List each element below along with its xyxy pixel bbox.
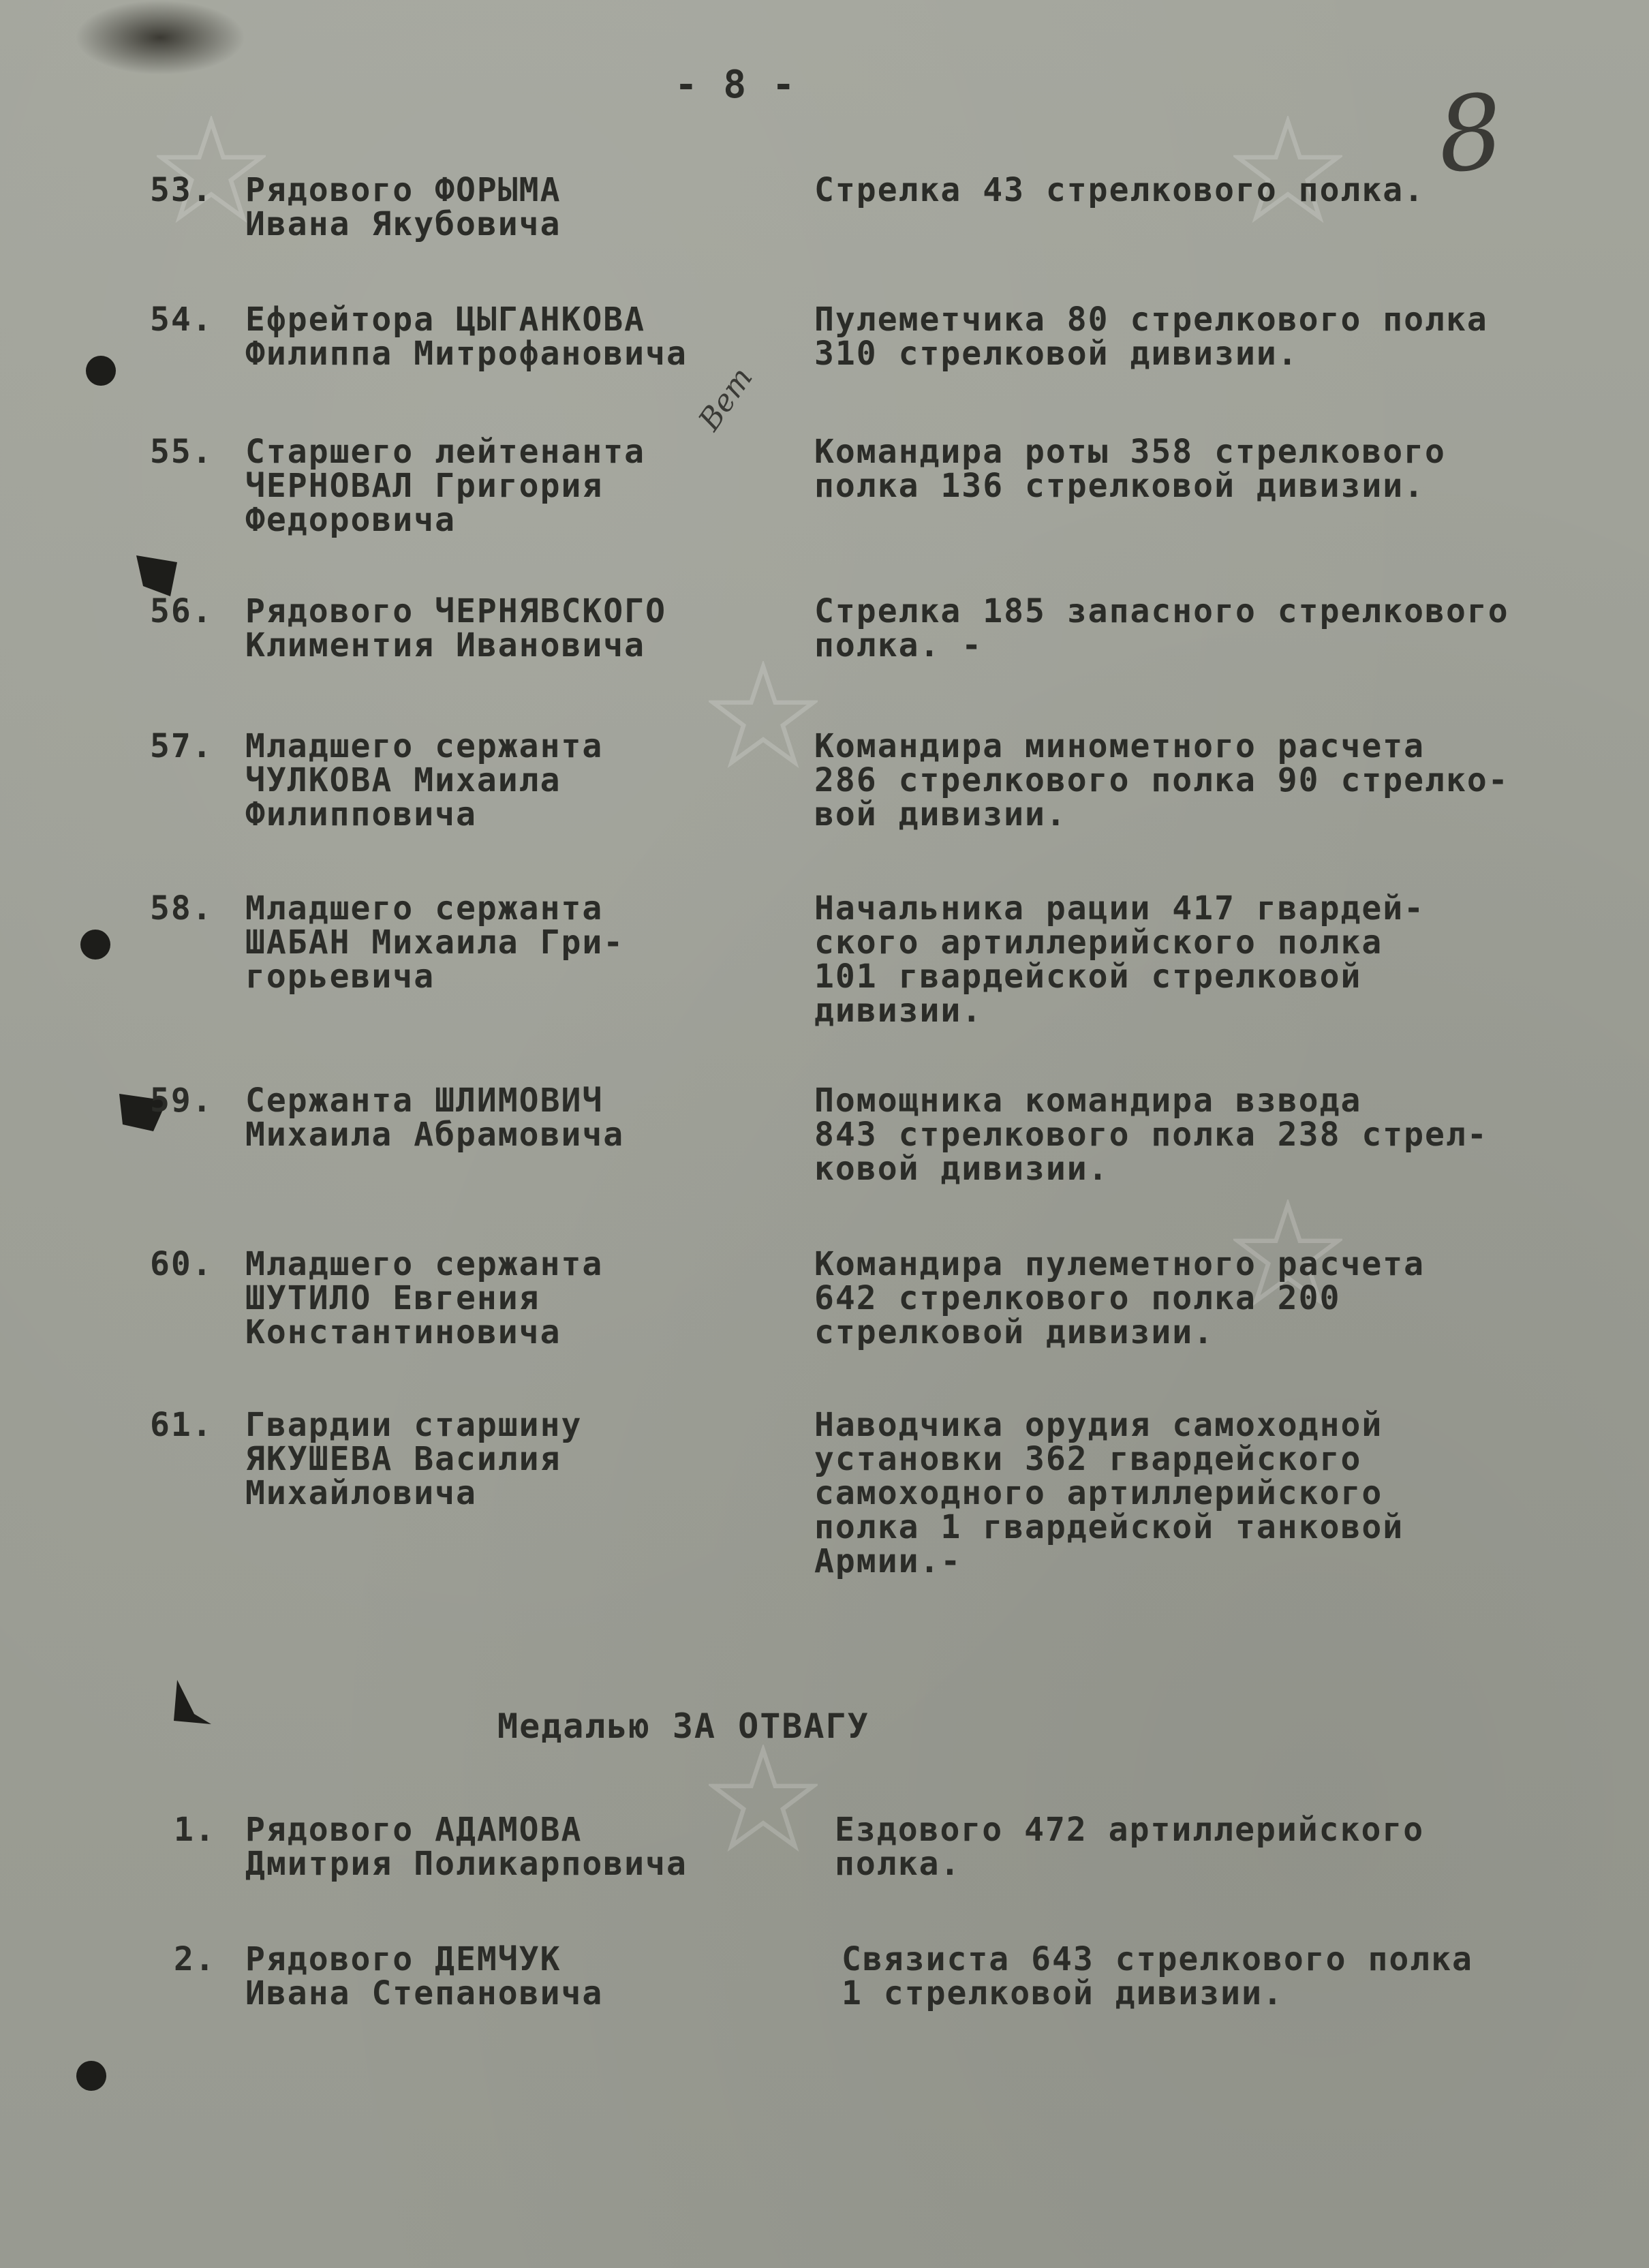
service-line: Командира минометного расчета <box>814 727 1425 765</box>
person-line: Рядового АДАМОВА <box>245 1811 583 1849</box>
paper-tear <box>164 1676 218 1731</box>
entry-person <box>245 1247 603 1349</box>
person-line: Филипповича <box>245 795 477 833</box>
person-line: Рядового ФОРЫМА <box>245 171 561 209</box>
service-line: полка. - <box>814 626 983 664</box>
entry-service <box>814 1247 1425 1349</box>
section-title: Медалью ЗА ОТВАГУ <box>497 1706 869 1746</box>
service-line: Стрелка 43 стрелкового полка. <box>814 171 1425 209</box>
entry-person <box>245 435 645 537</box>
person-line: Младшего сержанта <box>245 727 604 765</box>
person-line: Михайловича <box>245 1474 477 1512</box>
service-line: 310 стрелковой дивизии. <box>814 335 1299 373</box>
entry-number: 61. <box>150 1406 213 1444</box>
service-line: вой дивизии. <box>814 795 1067 833</box>
entry-service <box>835 1813 1424 1881</box>
entry-service <box>814 729 1509 831</box>
person-line: ШАБАН Михаила Гри- <box>245 923 625 962</box>
service-line: ковой дивизии. <box>814 1150 1109 1188</box>
binding-hole <box>76 2061 106 2091</box>
person-line: Младшего сержанта <box>245 1245 604 1283</box>
binding-hole <box>86 356 116 386</box>
person-line: Климентия Ивановича <box>245 626 646 664</box>
service-line: 1 стрелковой дивизии. <box>842 1974 1284 2012</box>
entry-person <box>245 1084 624 1152</box>
entry-service <box>842 1942 1473 2010</box>
entry-person <box>245 594 666 662</box>
service-line: Армии.- <box>814 1542 962 1580</box>
entry-number: 55. <box>150 433 213 471</box>
service-line: Пулеметчика 80 стрелкового полка <box>814 301 1488 339</box>
entry-person <box>245 1813 688 1881</box>
service-line: полка 1 гвардейской танковой <box>814 1508 1404 1546</box>
service-line: 843 стрелкового полка 238 стрел- <box>814 1116 1488 1154</box>
entry-service <box>814 303 1488 371</box>
person-line: Ивана Якубовича <box>245 205 561 243</box>
service-line: Начальника рации 417 гвардей- <box>814 889 1425 928</box>
service-line: Связиста 643 стрелкового полка <box>842 1940 1473 1978</box>
person-line: горьевича <box>245 957 435 996</box>
person-line: Дмитрия Поликарповича <box>245 1845 688 1883</box>
entry-service <box>814 435 1446 503</box>
service-line: установки 362 гвардейского <box>814 1440 1362 1478</box>
entry-person <box>245 891 624 994</box>
page-number: - 8 - <box>675 63 797 107</box>
service-line: Помощника командира взвода <box>814 1082 1362 1120</box>
person-line: Гвардии старшину <box>245 1406 583 1444</box>
entry-number: 60. <box>150 1245 213 1283</box>
person-line: Рядового ДЕМЧУК <box>245 1940 561 1978</box>
person-line: Ивана Степановича <box>245 1974 604 2012</box>
entry-person <box>245 303 688 371</box>
service-line: Стрелка 185 запасного стрелкового <box>814 592 1509 630</box>
entry-number: 56. <box>150 592 213 630</box>
person-line: Рядового ЧЕРНЯВСКОГО <box>245 592 666 630</box>
person-line: Филиппа Митрофановича <box>245 335 688 373</box>
entry-service <box>814 1408 1404 1578</box>
service-line: 642 стрелкового полка 200 <box>814 1279 1341 1317</box>
entry-number: 58. <box>150 889 213 928</box>
entry-number: 59. <box>150 1082 213 1120</box>
service-line: полка 136 стрелковой дивизии. <box>814 467 1425 505</box>
person-line: ЯКУШЕВА Василия <box>245 1440 561 1478</box>
person-line: ЧЕРНОВАЛ Григория <box>245 467 604 505</box>
person-line: Михаила Абрамовича <box>245 1116 625 1154</box>
service-line: Командира пулеметного расчета <box>814 1245 1425 1283</box>
person-line: Федоровича <box>245 501 456 539</box>
entry-number: 54. <box>150 301 213 339</box>
entry-number: 53. <box>150 171 213 209</box>
person-line: Младшего сержанта <box>245 889 604 928</box>
service-line: полка. <box>835 1845 961 1883</box>
handwritten-page-number: 8 <box>1432 72 1509 197</box>
service-line: ского артиллерийского полка <box>814 923 1383 962</box>
person-line: Ефрейтора ЦЫГАНКОВА <box>245 301 646 339</box>
entry-service <box>814 594 1509 662</box>
person-line: Сержанта ШЛИМОВИЧ <box>245 1082 604 1120</box>
service-line: 286 стрелкового полка 90 стрелко- <box>814 761 1509 799</box>
entry-number: 1. <box>174 1811 216 1849</box>
entry-number: 2. <box>174 1940 216 1978</box>
pencil-note: Вет <box>692 361 760 438</box>
star-watermark-icon <box>709 661 818 770</box>
service-line: Наводчика орудия самоходной <box>814 1406 1383 1444</box>
entry-service <box>814 1084 1488 1186</box>
person-line: Старшего лейтенанта <box>245 433 646 471</box>
service-line: Ездового 472 артиллерийского <box>835 1811 1425 1849</box>
service-line: стрелковой дивизии. <box>814 1313 1215 1351</box>
entry-person <box>245 1408 582 1510</box>
entry-person <box>245 173 561 241</box>
entry-service <box>814 891 1425 1028</box>
person-line: ЧУЛКОВА Михаила <box>245 761 561 799</box>
entry-person <box>245 1942 603 2010</box>
binding-hole <box>80 930 110 960</box>
service-line: самоходного артиллерийского <box>814 1474 1383 1512</box>
entry-number: 57. <box>150 727 213 765</box>
person-line: ШУТИЛО Евгения <box>245 1279 540 1317</box>
entry-service <box>814 173 1425 207</box>
service-line: 101 гвардейской стрелковой <box>814 957 1362 996</box>
entry-person <box>245 729 603 831</box>
ink-stain <box>75 0 245 75</box>
service-line: дивизии. <box>814 992 983 1030</box>
star-watermark-icon <box>709 1745 818 1854</box>
person-line: Константиновича <box>245 1313 561 1351</box>
service-line: Командира роты 358 стрелкового <box>814 433 1446 471</box>
